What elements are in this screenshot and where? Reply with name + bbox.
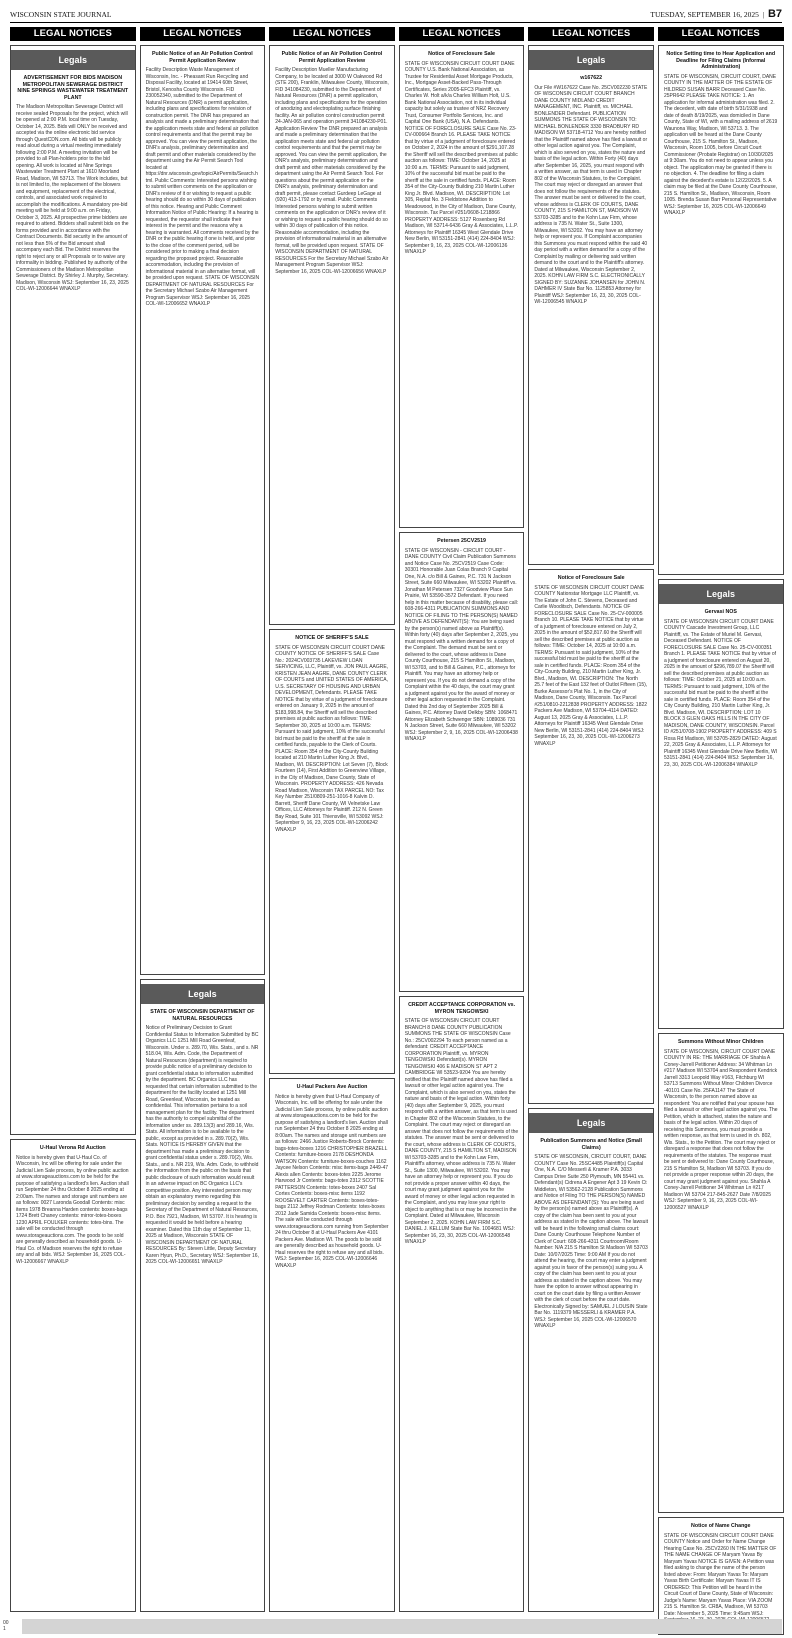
notice-title: w167622	[580, 75, 603, 81]
legal-notice	[658, 1033, 784, 1513]
notice-title: Summons Without Minor Children	[677, 1039, 764, 1045]
legal-notice	[399, 45, 525, 528]
notice-title: Gervasi NOS	[704, 609, 737, 615]
page-corner-marks	[3, 1620, 9, 1632]
notice-title: Notice of Foreclosure Sale	[557, 575, 625, 581]
notice-body: STATE OF WISCONSIN, CIRCUIT COURT DANE COUNTY IN RE: THE MARRIAGE OF Shahla A Coney-Jarrell Petitioner Address: 34 Whitman Ln #217 Madison WI 53704 and Respondent Kendrick Jarrell 3313 Leopold Way #163, Fitchburg WI 53713 Summons Without Minor Children Divorce -40101 Case No. 25FA1147 The State of Wisconsin, to the person named above as respondent: You are notified that your spouse has filed a lawsuit or other legal action against you. The Petition, which is attached, states the nature and basis of the legal action. Within 20 days of receiving this Summons, you must provide a written response, as that term is used in ch. 802, Wis. Stats., to the Petition. The court may reject or disregard a response that does not follow the requirements of the statutes. The response must be sent or delivered to: Dane County Courthouse, 215 S Hamilton St, Madison WI 53703. If you do not provide a proper response within 20 days, the court may grant judgment against you. Shahla A Coney-Jarrell Petitioner 34 Whitman Ln #217 Madison WI 53704 217-845-2627 Date 7/8/2025 WSJ: September 9, 16, 23, 2025 COL-WI-12006527 WNAXLP	[663, 1048, 778, 1211]
notice-body: STATE OF WISCONSIN CIRCUIT COURT DANE COUNTY U.S. Bank National Association, as Trustee for Residential Asset Mortgage Products, Inc., Mortgage Asset-Backed Pass-Through Certificates, Series 2005-EFC3 Plaintiff, vs. Charles W. Holt a/k/a Charles William Holt, U.S. Bank National Association, not in its individual capacity but solely as trustee of NRZ Recovery Trust, Consumer Portfolio Services, Inc. and Capital One Bank (USA), N.A. Defendants. NOTICE OF FORECLOSURE SALE Case No. 23-CV-000664 Branch 16. PLEASE TAKE NOTICE that by virtue of a judgment of foreclosure entered on October 2, 2024 in the amount of $291,107.28 the Sheriff will sell the described premises at public auction as follows: TIME: October 14, 2025 at 10:00 a.m. TERMS: Pursuant to said judgment, 10% of the successful bid must be paid to the sheriff at the sale in certified funds. PLACE: Room 354 of the City-County Building 210 Martin Luther King Jr. Blvd. Madison, WI. DESCRIPTION: Lot 305, Replat No. 3 Fieldstone Addition to Meadowood, in the City of Madison, Dane County, Wisconsin. Tax Parcel #251/0608-1218866 PROPERTY ADDRESS: 5127 Rosenberg Rd Madison, WI 53714-6436 Gray & Associates, L.L.P. Attorneys for Plaintiff 16345 West Glendale Drive New Berlin, WI 53151-2841 (414) 224-8404 WSJ: September 9, 16, 23, 2025 COL-WI-12006136 WNAXLP	[404, 60, 519, 256]
issue-date: TUESDAY, SEPTEMBER 16, 2025	[650, 10, 759, 19]
notice-title: Publication Summons and Notice (Small Claims)	[540, 1138, 642, 1151]
column-6	[658, 27, 784, 1617]
legals-banner: Legals	[11, 50, 135, 70]
section-header: LEGAL NOTICES	[528, 27, 654, 41]
notice-body: STATE OF WISCONSIN CIRCUIT COURT DANE COUNTY Notice and Order for Name Change Hearing Case No. 25CV2260 IN THE MATTER OF THE NAME CHANGE OF Maryam Yavas By Maryam Yavas NOTICE IS GIVEN: A Petition was filed asking to change the name of the person listed above: From: Maryam Yavas To: Maryam Yavas Birth Certificate: Maryam Yavas IT IS ORDERED: This Petition will be heard in the Circuit Court of Dane County, State of Wisconsin: Judge's Name: Maryam Yavas Place: VIA ZOOM 215 S. Hamilton St. CR8A, Madison, WI 53703 Date: November 5, 2025 Time: 9:45am WSJ:	[663, 1532, 777, 1617]
notice-body: Facility Description Mueller Manufacturing Company, to be located at 3000 W Oakwood Rd (STE 200), Franklin, Milwaukee County, Wisconsin, FID 341084230, submitted to the Department of Natural Resources (DNR) a permit application, including plans and specifications for the operation of anodizing and electroplating surface finishing facility. An air pollution control construction permit 24-JAN-065 and operation permit 341084230-P01. Application Review The DNR prepared an analysis and made a preliminary determination that the application meets state and federal air pollution control requirements and that the permit may be approved. You can view the permit application, the DNR's analysis, preliminary determination and draft permit and other materials considered by the department using the Air Permit Search Tool. For questions about the permit application or the DNR's analysis, preliminary determination and draft permit, please contact Gurdeep LeGage at (920) 413-1792 or by email. Public Comments Interested persons wishing to submit written comments on the application or DNR's review of it or wishing to request a public hearing should do so within 30 days of publication of this notice. Reasonable accommodation, including the provision of informational material in an alternative format, will be provided upon request. STATE OF WISCONSIN DEPARTMENT OF NATURAL RESOURCES For the Secretary Michael Szabo Air Management Program Supervisor WSJ: September 16, 2025 COL-WI-12006656 WNAXLP	[275, 67, 389, 275]
section-header: LEGAL NOTICES	[10, 27, 136, 41]
notice-body: Notice of Preliminary Decision to Grant Confidential Status to Information Submitted by BC Organics LLC 1251 Mill Road Greenleaf, Wisconsin. Under s. 289.70, Wis. Stats., and s. NR 518.04, Wis. Adm. Code, the Department of Natural Resources (department) is required to provide public notice of a preliminary decision to grant confidential status to information submitted by the department. BC Organics LLC has requested that certain information submitted to the department for the facility located at 1251 Mill Road, Greenleaf, Wisconsin, be treated as confidential. This information pertains to a soil management plan for the facility. The department has the authority to compel submittal of the information under ss. 289.13(3) and 289.16, Wis. Stats. All information is to be available to the public, except as provided in s. 289.70(2), Wis. Stats. NOTICE IS HEREBY GIVEN that the department has made a preliminary decision to grant confidential status under s. 289.70(2), Wis. Stats., and s. NR 219, Wis. Adm. Code, to withhold the information from the public on the basis that public disclosure of such information would result in an adverse impact on BC Organics LLC's competitive position. Any interested person may obtain an explanatory memo regarding this preliminary decision by sending a request to the Secretary of the Department of Natural Resources, P.O. Box 7921, Madison, WI 53707. It is hearing is requested it would be held before a hearing examiner. Dated this 11th day of September 11, 2025 at Madison, Wisconsin STATE OF WISCONSIN DEPARTMENT OF NATURAL RESOURCES By: Steven Little, Deputy Secretary Karen Hyun, Ph.D., Secretary WSJ: September 16, 2025 COL-WI-12006651 WNAXLP	[145, 1025, 259, 1266]
legal-notice	[658, 45, 784, 575]
section-header: LEGAL NOTICES	[658, 27, 784, 41]
corner-mark: 1	[3, 1626, 6, 1632]
legal-notice	[658, 1517, 784, 1635]
notice-title: U-Haul Packers Ave Auction	[296, 1084, 368, 1090]
legal-notices-columns	[10, 27, 784, 1617]
legals-banner: Legals	[659, 584, 783, 604]
notice-title: Public Notice of an Air Pollution Control Permit Application Review	[281, 51, 383, 64]
legal-notice	[528, 569, 654, 1104]
legal-notice	[140, 45, 266, 975]
legal-notice	[269, 45, 395, 625]
notice-body: STATE OF WISCONSIN - CIRCUIT COURT - DANE COUNTY Civil Claim Publication Summons and Notice Case No. 25CV2519 Case Code: 30301 Honorable Juan Colas Branch 9 Capital One, N.A. c/o Bill & Gaines, P.C. 731 N Jackson Street, Suite 660 Milwaukee, WI 53202 Plaintiff vs. Jonathan M Petersen 7327 Goodview Place Sun Prairie, WI 53590-3572 Defendant. If you need help in this matter because of disability, please call: 608-266-4311 PUBLICATION SUMMONS AND NOTICE OF FILING TO THE PERSON(S) NAMED ABOVE AS DEFENDANT(S): You are being sued by the person(s) named above as Plaintiff(s). Within forty (40) days after September 2, 2025, you must respond with a written demand for a copy of the Complaint. The demand must be sent or delivered to the court, whose address is Dane County Courthouse, 215 S Hamilton St., Madison, WI 53703, and to Bill & Gaines, P.C., attorneys for Plaintiff. You may have an attorney help or represent you. If you do not demand a copy of the Complaint within the 40 days, the court may grant a judgment against you for the award of money or other legal action requested in the Complaint. Dated this 2nd day of September 2025 Bill & Gaines, P.C. Attorney David Oelkby SBN: 1068471 Attorney Elizabeth Schwenger SBN: 1089036 731 N Jackson Street, Suite 660 Milwaukee, WI 53202 WSJ: September 2, 9, 16, 2025 COL-WI-12006438 WNAXLP	[404, 547, 519, 743]
notice-body: The Madison Metropolitan Sewerage District will receive sealed Proposals for the project, which will be opened at 2:00 P.M. local time on Tuesday, October 14, 2025. Bids will ONLY be received and accepted via the online electronic bid service through QuestCDN.com. All bids will be publicly read aloud during a virtual meeting immediately following 2:00 P.M. A meeting invitation will be provided to all Plan-holders prior to the bid opening. All work is located at Nine Springs Wastewater Treatment Plant at 1610 Moorland Road, Madison, WI 53713. The Work includes, but is not limited to, the replacement of the blowers and equipment, replacement of the electrical, controls, and associated work required to accomplish the modifications. A mandatory pre-bid meeting will be held at 9:00 a.m. on Friday, October 3, 2025. All prospective prime bidders are required to attend. Bidders shall submit bids on the forms provided and in accordance with the Contract Documents. Bid security in the amount of not less than 5% of the Bid amount shall accompany each Bid. The District reserves the right to reject any or all Proposals or to waive any informality in bidding. Published by authority of the Commissioners of the Madison Metropolitan Sewerage District. By Shirley J. Murphy, Secretary. Madison, Wisconsin WSJ: September 16, 23, 2025 COL-WI-12006644 WNAXLP	[16, 104, 129, 293]
legals-banner: Legals	[529, 1113, 653, 1133]
notice-body: Notice is hereby given that U-Haul Co. of Wisconsin, Inc will be offering for sale under the Judicial Lien Sale process, by online public auction at www.storageauctions.com to be held for the purpose of satisfying a landlord's lien. Auction shall run September 24 thru October 8 2025 ending at 2:00am. The names and storage unit numbers are as follows: 0027 Laronda Goodall Contents: misc items 1978 Breanna Harden contents: boxes-bags 1724 Brett Chaney contents: mirror-totes-boxes 1230 APRIL FOULKER contents: totes-bins. The sale will be conducted through www.storageauctions.com. The goods to be sold are generally described as household goods. U-Haul Co. of Madison reserves the right to refuse any and all bids. WSJ: September 16, 2025 COL-WI-12006667 WNAXLP	[16, 1154, 129, 1265]
legal-notice	[269, 1078, 395, 1612]
legal-notice	[10, 45, 136, 1135]
newspaper-name: WISCONSIN STATE JOURNAL	[10, 10, 112, 19]
column-1	[10, 27, 136, 1612]
legal-notice	[658, 579, 784, 1029]
column-5	[528, 27, 654, 1612]
column-4	[399, 27, 525, 1612]
notice-title: U-Haul Verona Rd Auction	[39, 1145, 106, 1151]
date-page: TUESDAY, SEPTEMBER 16, 2025 | B7	[650, 8, 782, 20]
notice-title: Notice Setting time to Hear Application and Deadline for Filing Claims (Informal Administration)	[666, 51, 776, 71]
corner-mark: 00	[3, 1620, 9, 1626]
legal-notice	[399, 532, 525, 992]
notice-body: STATE OF WISCONSIN, CIRCUIT COURT, DANE COUNTY Case No. 25SC4485 Plaintiff(s) Capital One, N.A. C/O Messerli & Kramer P.A. 3033 Campus Drive Suite 250 Plymouth, MN 55441 vs. Defendant(s) Cidrena A Engener Apt 3 19 Kevin Ct Middleton, WI 53562-2128 Publication Summons and Notice of Filing TO THE PERSON(S) NAMED ABOVE AS DEFENDANT(S): You are being sued by the person(s) named above as Plaintiff(s). A copy of the claim has been sent to you at your address as stated in the caption above. The lawsuit will be heard in the following small claims court: Dane County Courthouse Telephone Number of Clerk of Court: 608-266-4311 Courtroom/Room Number: N/A 215 S Hamilton St Madison WI 53703 Date: 10/07/2025 Time: 9:00 AM If you do not attend the hearing, the court may enter a judgment against you in favor of the person(s) suing you. A copy of the claim has been sent to you at your address as stated in the caption above. You may have the option to answer without appearing in court on the court date by filing a written Answer with the clerk of court before the court date. Electronically Signed by: SAMUEL J LOUSIN State Bar No. 1119379 MESSERLI & KRAMER P.A. WSJ: September 16, 2025 COL-WI-12006570 WNAXLP	[534, 1154, 648, 1330]
legal-notice	[140, 979, 266, 1612]
section-header: LEGAL NOTICES	[269, 27, 395, 41]
notice-body: Facility Description Waste Management of Wisconsin, Inc. - Pheasant Run Recycling and Disposal Facility, located at 19414 60th Street, Bristol, Kenosha County Wisconsin. FID 230052340, submitted to the Department of Natural Resources (DNR) a permit application, including plans and specifications for revision of construction permit. The DNR has prepared an analysis and made a preliminary determination that the application meets state and federal air pollution control requirements and that the permit may be approved. You can view the permit application, the DNR's analysis, preliminary determination and draft permit and other materials considered by the department using the Air Permit Search Tool located at https://dnr.wisconsin.gov/topic/AirPermits/Search.html. Public Comments: Interested persons wishing to submit written comments on the application or DNR's review of it or wishing to request a public hearing should do so within 30 days of publication of this notice. Hearing and Public Comment Information Notice of Public Hearing: If a hearing is requested, the requestor shall indicate their interest in the permit and the reasons why a hearing is warranted. All comments received by the DNR or the public hearing if one is held, and prior to the close of the comment period, will be considered prior to making a final decision regarding the proposed project. Reasonable accommodation, including the provision of informational material in an alternative format, will be provided upon request. STATE OF WISCONSIN DEPARTMENT OF NATURAL RESOURCES For the Secretary Michael Szabo Air Management Program Supervisor WSJ: September 16, 2025 COL-WI-12006652 WNAXLP	[145, 67, 260, 308]
notice-title: STATE OF WISCONSIN DEPARTMENT OF NATURAL RESOURCES	[150, 1009, 255, 1022]
notice-body: STATE OF WISCONSIN CIRCUIT COURT DANE COUNTY NOTICE OF SHERIFF'S SALE Case No.: 2024CV003735 LAKEVIEW LOAN SERVICING, LLC, Plaintiff, vs. JON PAUL AAGRE, KRISTEN JEAN AAGRE, DANE COUNTY CLERK OF COURTS and UNITED STATES OF AMERICA, U.S. SECRETARY OF HOUSING AND URBAN DEVELOPMENT, Defendants. PLEASE TAKE NOTICE that by virtue of a judgment of foreclosure entered on January 9, 2025 in the amount of $183,998.84, the Sheriff will sell the described premises at public auction as follows: TIME: September 30, 2025 at 10:00 a.m. TERMS: Pursuant to said judgment, 10% of the successful bid must be paid to the sheriff at the sale in certified funds, payable to the Clerk of Courts. PLACE: Room 354 of the City-County Building located at 210 Martin Luther King Jr. Blvd., Madison, WI. DESCRIPTION: Lot Seven (7), Block Fourteen (14), First Addition to Greenview Village, in the City of Madison, Dane County, State of Wisconsin. PROPERTY ADDRESS: 426 Nevada Road Madison, Wisconsin TAX PARCEL NO: Tax Key Number 251/0809-251-1016-8 Kalvin D. Barrett, Sheriff Dane County, WI Velnetske Law Offices, LLC Attorneys for Plaintiff. 212 N. Green Bay Road, Suite 101 Thiensville, WI 53092 WSJ: September 9, 16, 23, 2025 COL-WI-12006242 WNAXLP	[275, 644, 389, 833]
notice-body: STATE OF WISCONSIN CIRCUIT COURT DANE COUNTY Cascade Investment Group, LLC Plaintiff, vs. The Estate of Muriel M. Gervasi, Deceased Defendant. NOTICE OF FORECLOSURE SALE Case No. 25-CV-000351 Branch 1. PLEASE TAKE NOTICE that by virtue of a judgment of foreclosure entered on August 20, 2025 in the amount of $296,789.07 the Sheriff will sell the described premises at public auction as follows: TIME: October 21, 2025 at 10:00 a.m. TERMS: Pursuant to said judgment, 10% of the successful bid must be paid to the sheriff at the sale in certified funds. PLACE: Room 354 of the City County Building, 210 Martin Luther King, Jr. Blvd. Madison, WI. DESCRIPTION: LOT 10 BLOCK 3 GLEN OAKS HILLS IN THE CITY OF MADISON, DANE COUNTY, WISCONSIN. Parcel ID #251/0708-1902 PROPERTY ADDRESS: 409 S Rosa Rd Madison, WI 53705-2829 DATED: August 22, 2025 Gray & Associates, L.L.P. Attorneys for Plaintiff 16345 West Glendale Drive New Berlin, WI 53151-2841 (414) 224-8404 WSJ: September 16, 23, 30, 2025 COL-WI-12006384 WNAXLP	[663, 618, 778, 768]
footer-bar	[22, 1619, 782, 1634]
notice-title: Notice of Foreclosure Sale	[428, 51, 495, 57]
section-header: LEGAL NOTICES	[399, 27, 525, 41]
column-3	[269, 27, 395, 1612]
legal-notice	[10, 1139, 136, 1612]
notice-body: STATE OF WISCONSIN CIRCUIT COURT BRANCH 8 DANE COUNTY PUBLICATION SUMMONS THE STATE OF WISCONSIN Case No.: 25CV002294 To each person named as a defendant: CREDIT ACCEPTANCE CORPORATION Plaintiff, vs. MYRON TENGOWSKI Defendant(s). MYRON TENGOWSKI 406 E MADISON ST APT 2 CAMBRIDGE WI 53523-9204 You are hereby notified that the Plaintiff named above has filed a lawsuit or other legal action against you. The Complaint, which is also served on you, states the nature and basis of the legal action. Within forty (40) days after September 9, 2025, you must respond with a written answer, as that term is used in Chapter 802 of the Wisconsin Statutes, to the Complaint. The court may reject or disregard an answer that does not follow the requirements of the statutes. The answer must be sent or delivered to the court, whose address is CLERK OF COURTS, DANE COUNTY, 215 S HAMILTON ST, MADISON WI 53703-3285 and to the Kohn Law Firm, Plaintiff's attorney, whose address is 735 N. Water St., Suite 1300, Milwaukee, WI 53202. You may have an attorney help or represent you. If you do not provide a proper answer within 40 days, the court may grant judgment against you for the award of money or other legal action requested in the Complaint, and you may lose your right to object to anything that is or may be incorrect in the Complaint. Dated at Milwaukee, Wisconsin September 2, 2025. KOHN LAW FIRM S.C. DANIEL J. KELLUM State Bar No. 1004681 WSJ: September 16, 23, 30, 2025 COL-WI-12006548 WNAXLP	[404, 1018, 519, 1246]
column-2	[140, 27, 266, 1612]
notice-title: ADVERTISEMENT FOR BIDS MADISON METROPOLITAN SEWERAGE DISTRICT NINE SPRINGS WASTEWATER TREATMENT PLANT	[17, 75, 129, 101]
notice-title: NOTICE OF SHERIFF'S SALE	[295, 635, 369, 641]
notice-title: Notice of Name Change	[691, 1523, 751, 1529]
masthead	[10, 6, 782, 20]
notice-title: Petersen 25CV2519	[437, 538, 487, 544]
notice-body: STATE OF WISCONSIN, CIRCUIT COURT, DANE COUNTY IN THE MATTER OF THE ESTATE OF HILDRED SUSAN BARR Deceased Case No. 25PR642 PLEASE TAKE NOTICE: 1. An application for informal administration was filed. 2. The decedent, with date of birth 5/31/1938 and date of death 8/19/2025, was domiciled in Dane County, State of WI, with a mailing address of 2619 Waunona Way, Madison, WI 53713. 3. The application will be heard at the Dane County Courthouse, 215 S. Hamilton St., Madison, Wisconsin, Room 1005, before Circuit Court Commissioner (Probate Registrar) on 10/30/2025 at 9:30am. You do not need to appear unless you object. The application may be granted if there is no objection. 4. The deadline for filing a claim against the decedent's estate is 12/22/2025. 5. A claim may be filed at the Dane County Courthouse, 215 S. Hamilton St., Madison, Wisconsin, Room 1005. Brenda Susan Barr Personal Representative WSJ: September 16, 2025 COL-WI-12006649 WNAXLP	[663, 73, 778, 217]
notice-body: STATE OF WISCONSIN CIRCUIT COURT DANE COUNTY Nationstar Mortgage LLC Plaintiff, vs. The Estate of John C. Stevens, Deceased and Carlie Wooditsch, Defendants. NOTICE OF FORECLOSURE SALE Case No. 25-CV-000005 Branch 10. PLEASE TAKE NOTICE that by virtue of a judgment of foreclosure entered on July 2, 2025 in the amount of $52,817.60 the Sheriff will sell the described premises at public auction as follows: TIME: October 14, 2025 at 10:00 a.m. TERMS: Pursuant to said judgment, 10% of the successful bid must be paid to the sheriff at the sale in certified funds. PLACE: Room 354 of the City-County Building, 210 Martin Luther King, Jr. Blvd., Madison, WI. DESCRIPTION: The North 25.7 feet of the East 132 feet of Outlot Fifteen (15), Burke Assessor's Plat No. 1, in the City of Madison, Dane County, Wisconsin. Tax Parcel #251/0810-2212838 PROPERTY ADDRESS: 1822 Packers Ave Madison, WI 53704-4114 DATED: August 13, 2025 Gray & Associates, L.L.P. Attorneys for Plaintiff 16345 West Glendale Drive New Berlin, WI 53151-2841 (414) 224-8404 WSJ: September 16, 23, 30, 2025 COL-WI-12006273 WNAXLP	[534, 584, 648, 747]
notice-body: Notice is hereby given that U-Haul Company of Wisconsin, Inc. will be offering for sale under the Judicial Lien Sale process, by online public auction at www.storageauctions.com to be held for the purpose of satisfying a landlord's lien. Auction shall run September 24 thru October 8 2025 ending at 8:00am. The names and storage unit numbers are as follows: 2466 Justice Roberts-Brock Contents: bags-totes-boxes 1216 CHRISTOPHER BRAZELL Contents: furniture-boxes 2178 DESHONDA WATSON Contents: furniture-boxes-couches 1162 Jaycee Nelson Contents: misc items-bags 2449-47 Alexis allen Contents: boxes-totes 2225 Jerome Harwood Jr Contents: bags-totes 2312 SCOTTIE PATTERSON Contents: totes-boxes 2407 Sal Cortes Contents: boxes-misc items 1192 ROOSEVELT CARTER Contents: boxes-totes-bags 2112 Jeffrey Rodman Contents: totes-boxes 2012 Jade Samida Contents: boxes-misc items. The sale will be conducted through www.storageauctions.com running from September 24 thru October 8 at U-Haul Packers Ave 4101 Packers Ave. Madison WI. The goods to be sold are generally described as household goods. U-Haul reserves the right to refuse any and all bids. WSJ: September 16, 2025 COL-WI-12006646 WNAXLP	[275, 1093, 389, 1269]
legal-notice	[269, 629, 395, 1074]
legal-notice	[399, 996, 525, 1612]
masthead-rule	[10, 22, 782, 23]
notice-title: Public Notice of an Air Pollution Control Permit Application Review	[152, 51, 253, 64]
legal-notice	[528, 1108, 654, 1612]
notice-title: CREDIT ACCEPTANCE CORPORATION vs. MYRON TENGOWSKI	[408, 1002, 516, 1015]
legals-banner: Legals	[529, 50, 653, 70]
notice-body: Our File #W167622 Case No. 25CV002230 STATE OF WISCONSIN CIRCUIT COURT BRANCH DANE COUNTY MIDLAND CREDIT MANAGEMENT, INC. Plaintiff, vs. MICHAEL BONLENDER Defendant. PUBLICATION SUMMONS THE STATE OF WISCONSIN TO: MICHAEL BONLENDER 3330 BRADBURY RD MADISON WI 53718-4712 You are hereby notified that the Plaintiff named above has filed a lawsuit or other legal action against you. The Complaint, which is also served on you, states the nature and basis of the legal action. Within Forty (40) days after September 16, 2025, you must respond with a written answer, as that term is used in Chapter 802 of the Wisconsin Statutes, to the Complaint. The court may reject or disregard an answer that does not follow the requirements of the statutes. The answer must be sent or delivered to the court, whose address is CLERK OF COURTS, DANE COUNTY, 215 S HAMILTON ST, MADISON WI 53703-3285 and to the Kohn Law Firm, whose address is 735 N. Water St., Suite 1300, Milwaukee, WI 53202. You may have an attorney help or represent you. If Complaint accompanies this Summons you must respond within the said 40 day period with a written demand for a copy of the Complaint by mailing or delivering said written demand to the court and to the Plaintiff's attorney. Dated at Milwaukee, Wisconsin September 2, 2025. KOHN LAW FIRM S.C. ELECTRONICALLY SIGNED BY: SUZANNE JOHANSEN for JOHN N. DAHMER IV State Bar No. 1125853 Attorney for Plaintiff WSJ: September 16, 23, 30, 2025 COL-WI-12006545 WNAXLP	[534, 84, 648, 306]
section-header: LEGAL NOTICES	[140, 27, 266, 41]
page-number: B7	[767, 8, 782, 20]
legal-notice	[528, 45, 654, 565]
legals-banner: Legals	[141, 984, 265, 1004]
